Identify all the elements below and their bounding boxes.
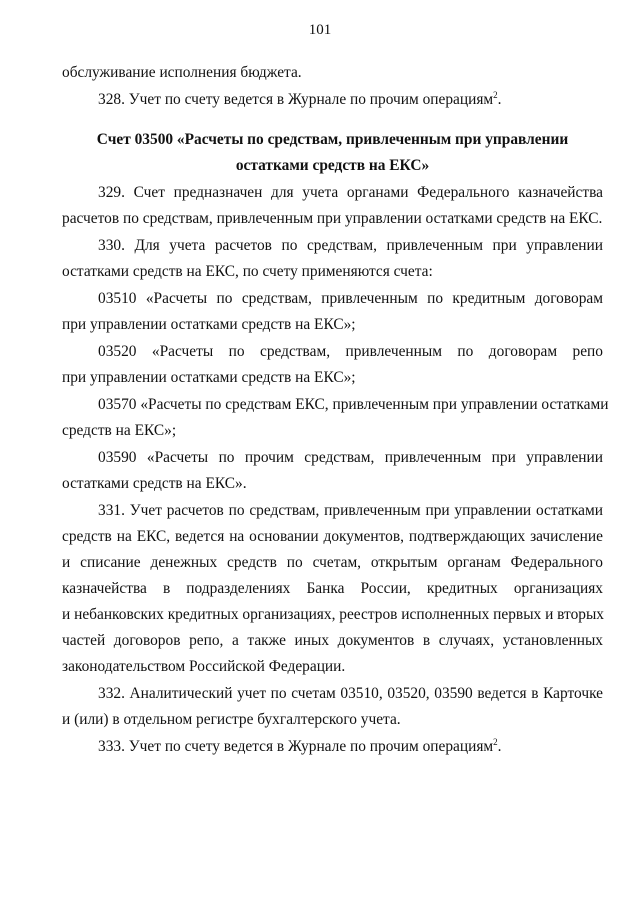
text-line: 03570 «Расчеты по средствам ЕКС, привлеченным при управлении остатками <box>98 396 609 413</box>
text-line: средств на ЕКС»; <box>62 422 177 439</box>
text-line: и небанковских кредитных организациях, реестров исполненных первых и вторых <box>62 606 605 623</box>
footnote-ref: 2 <box>493 89 498 100</box>
text-line: 328. Учет по счету ведется в Журнале по прочим операциям$^2$. <box>98 89 502 108</box>
footnote-ref: 2 <box>493 736 498 747</box>
text-line: и (или) в отдельном регистре бухгалтерского учета. <box>62 711 401 728</box>
text-line: 03590 «Расчеты по прочим средствам, привлеченным при управлении <box>98 449 603 466</box>
text-line: обслуживание исполнения бюджета. <box>62 64 302 81</box>
text-line: остатками средств на ЕКС». <box>62 475 247 492</box>
text-line: казначейства в подразделениях Банка России, кредитных организациях <box>62 580 603 597</box>
text-line: 330. Для учета расчетов по средствам, привлеченным при управлении <box>98 237 603 254</box>
text-line: 332. Аналитический учет по счетам 03510, 03520, 03590 ведется в Карточке <box>98 685 603 702</box>
page-number: 101 <box>308 22 332 38</box>
text-line: законодательством Российской Федерации. <box>62 658 346 675</box>
text-line: при управлении остатками средств на ЕКС»; <box>62 369 356 386</box>
section-heading-line: Счет 03500 «Расчеты по средствам, привлеченным при управлении <box>96 131 569 148</box>
text-line: и списание денежных средств по счетам, открытым органам Федерального <box>62 554 603 571</box>
text-line: остатками средств на ЕКС, по счету применяются счета: <box>62 263 433 280</box>
document-body <box>62 60 609 760</box>
text-line: частей договоров репо, а также иных документов в случаях, установленных <box>62 632 603 649</box>
text-line: 333. Учет по счету ведется в Журнале по прочим операциям$^2$. <box>98 736 502 755</box>
text-line: 03520 «Расчеты по средствам, привлеченным по договорам репо <box>98 343 603 360</box>
text-line: расчетов по средствам, привлеченным при управлении остатками средств на ЕКС. <box>62 210 603 227</box>
section-heading-line: остатками средств на ЕКС» <box>235 157 430 174</box>
text-line: 331. Учет расчетов по средствам, привлеченным при управлении остатками <box>98 502 603 519</box>
text-line: средств на ЕКС, ведется на основании документов, подтверждающих зачисление <box>62 528 603 545</box>
text-line: 03510 «Расчеты по средствам, привлеченным по кредитным договорам <box>98 290 603 307</box>
text-line: 329. Счет предназначен для учета органами Федерального казначейства <box>98 184 603 201</box>
text-line: при управлении остатками средств на ЕКС»; <box>62 316 356 333</box>
